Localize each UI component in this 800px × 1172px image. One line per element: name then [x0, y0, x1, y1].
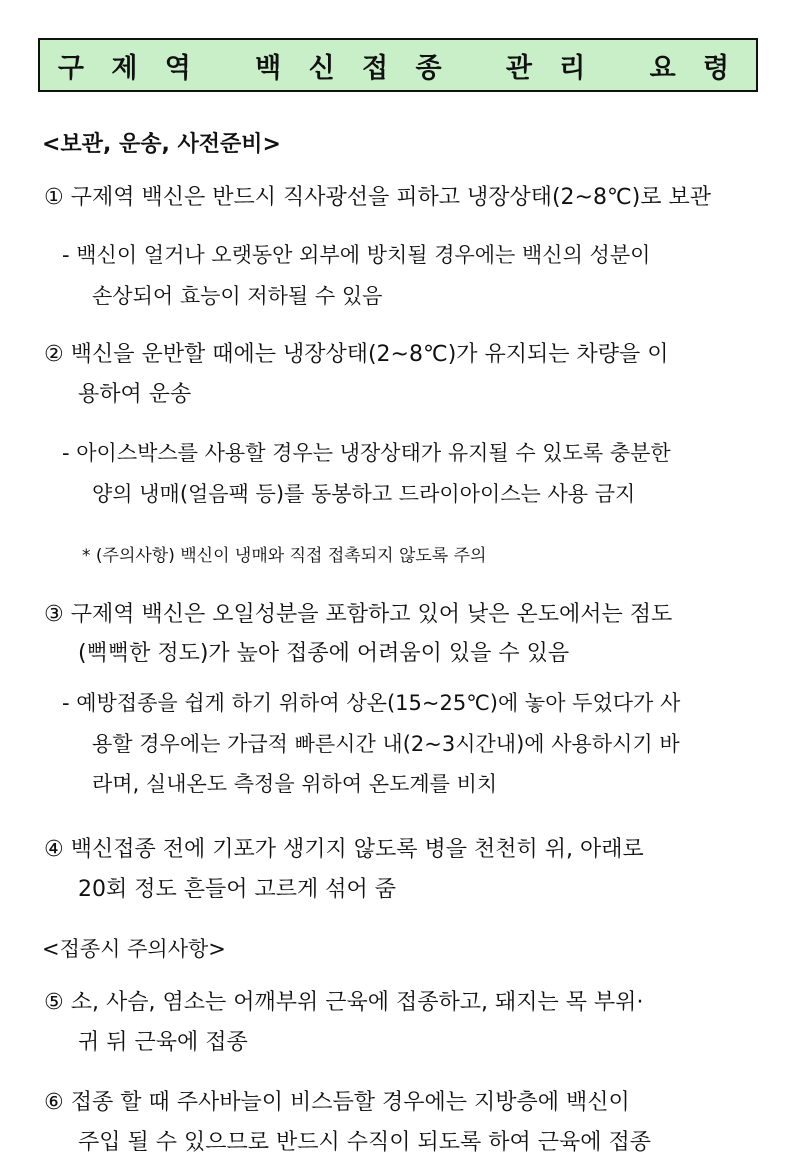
- item-3-sub-2: 용할 경우에는 가급적 빠른시간 내(2~3시간내)에 사용하시기 바: [92, 732, 680, 756]
- item-2-sub-1: - 아이스박스를 사용할 경우는 냉장상태가 유지될 수 있도록 충분한: [62, 441, 671, 465]
- item-5-line-1: ⑤ 소, 사슴, 염소는 어깨부위 근육에 접종하고, 돼지는 목 부위·: [44, 990, 644, 1015]
- item-3-sub-3: 라며, 실내온도 측정을 위하여 온도계를 비치: [92, 772, 498, 796]
- item-2-sub-2: 양의 냉매(얼음팩 등)를 동봉하고 드라이아이스는 사용 금지: [92, 482, 636, 506]
- item-4-line-2: 20회 정도 흔들어 고르게 섞어 줌: [78, 877, 396, 902]
- item-5-line-2: 귀 뒤 근육에 접종: [78, 1030, 248, 1055]
- item-2-line-2: 용하여 운송: [78, 382, 192, 407]
- item-1-line-1: ① 구제역 백신은 반드시 직사광선을 피하고 냉장상태(2~8℃)로 보관: [44, 185, 712, 210]
- section-heading-storage: <보관, 운송, 사전준비>: [42, 132, 281, 157]
- item-3-sub-1: - 예방접종을 쉽게 하기 위하여 상온(15~25℃)에 놓아 두었다가 사: [62, 691, 681, 715]
- section-heading-vaccination: <접종시 주의사항>: [42, 937, 226, 961]
- item-2-line-1: ② 백신을 운반할 때에는 냉장상태(2~8℃)가 유지되는 차량을 이: [44, 342, 669, 367]
- item-4-line-1: ④ 백신접종 전에 기포가 생기지 않도록 병을 천천히 위, 아래로: [44, 837, 644, 862]
- item-6-line-1: ⑥ 접종 할 때 주사바늘이 비스듬할 경우에는 지방층에 백신이: [44, 1090, 630, 1115]
- item-1-sub-2: 손상되어 효능이 저하될 수 있음: [92, 284, 383, 308]
- item-1-sub-1: - 백신이 얼거나 오랫동안 외부에 방치될 경우에는 백신의 성분이: [62, 243, 651, 267]
- item-2-note: * (주의사항) 백신이 냉매와 직접 접촉되지 않도록 주의: [82, 546, 487, 566]
- document-title: 구 제 역 백 신 접 종 관 리 요 령: [57, 52, 739, 84]
- item-6-line-2: 주입 될 수 있으므로 반드시 수직이 되도록 하여 근육에 접종: [78, 1130, 651, 1155]
- item-3-line-2: (뻑뻑한 정도)가 높아 접종에 어려움이 있을 수 있음: [78, 641, 570, 666]
- title-box: [38, 38, 758, 92]
- item-3-line-1: ③ 구제역 백신은 오일성분을 포함하고 있어 낮은 온도에서는 점도: [44, 602, 673, 627]
